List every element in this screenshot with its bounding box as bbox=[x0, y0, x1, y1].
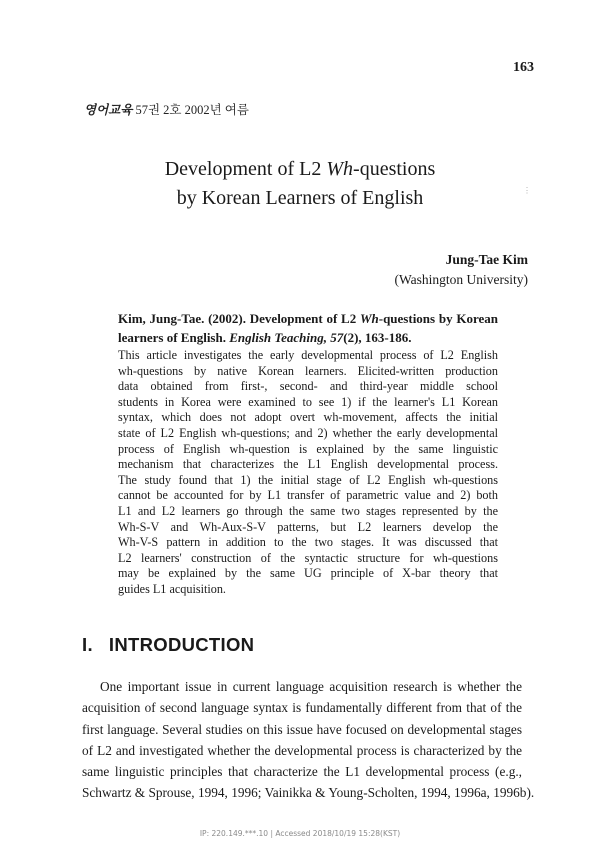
abstract-line: wh-questions by native Korean learners. Elicited-written production bbox=[118, 363, 498, 378]
section-number: I. bbox=[82, 634, 93, 655]
journal-issue: 57권 2호 2002년 여름 bbox=[135, 103, 249, 117]
journal-name: 영어교육 bbox=[84, 103, 133, 117]
abstract-line: cannot be accounted for by L1 transfer of parametric value and 2) both bbox=[118, 488, 498, 503]
scan-speck: ⋮ bbox=[523, 186, 531, 195]
title-text: -questions bbox=[353, 158, 436, 180]
citation-text: -questions by Korean learners of English. bbox=[118, 311, 498, 345]
author-affiliation: (Washington University) bbox=[394, 272, 528, 287]
abstract-line: process of English wh-question is explained by the same linguistic bbox=[118, 441, 498, 456]
body-line: same linguistic principles that characterize the L1 developmental process (e.g., bbox=[82, 764, 522, 780]
body-line: One important issue in current language acquisition research is whether the bbox=[100, 679, 522, 694]
title-text: Development of L2 bbox=[164, 158, 327, 180]
citation-journal: English Teaching, 57 bbox=[229, 329, 344, 345]
abstract-line: L2 learners' construction of the syntactic structure for wh-questions bbox=[118, 550, 498, 565]
section-title: INTRODUCTION bbox=[108, 634, 255, 655]
abstract-line: syntax, which does not adopt overt wh-movement, affects the initial bbox=[118, 410, 498, 425]
body-line: first language. Several studies on this issue have focused on developmental stages bbox=[82, 721, 522, 737]
abstract-line: The study found that 1) the initial stage of L2 English wh-questions bbox=[118, 472, 498, 487]
section-heading bbox=[82, 634, 254, 656]
abstract-line: may be explained by the same UG principle of X-bar theory that bbox=[118, 566, 498, 581]
abstract-line: mechanism that characterizes the L1 English developmental process. bbox=[118, 457, 498, 472]
abstract bbox=[118, 348, 498, 598]
body-paragraph bbox=[82, 676, 535, 804]
body-line: acquisition of second language syntax is fundamentally different from that of the bbox=[82, 700, 522, 716]
body-line: Schwartz & Sprouse, 1994, 1996; Vainikka & Young-Scholten, 1994, 1996a, 1996b). bbox=[82, 785, 535, 801]
paper-title bbox=[0, 155, 600, 213]
title-italic-wh: Wh bbox=[326, 158, 354, 180]
abstract-line: data obtained from first-, second- and third-year middle school bbox=[118, 379, 498, 394]
page-number: 163 bbox=[513, 60, 534, 75]
body-line: of L2 and investigated whether the developmental process is characterized by the bbox=[82, 742, 522, 758]
abstract-line: guides L1 acquisition. bbox=[118, 581, 226, 596]
citation-text: (2), 163-186. bbox=[343, 329, 412, 345]
abstract-line: L1 and L2 learners go through the same two stages represented by the bbox=[118, 503, 498, 518]
author-name: Jung-Tae Kim bbox=[445, 252, 528, 267]
author-block bbox=[394, 250, 528, 290]
abstract-line: Wh-S-V and Wh-Aux-S-V patterns, but L2 learners develop the bbox=[118, 519, 498, 534]
citation-italic-wh: Wh bbox=[359, 311, 379, 326]
title-line-1 bbox=[0, 155, 600, 184]
access-footer: IP: 220.149.***.10 | Accessed 2018/10/19 15:28(KST) bbox=[199, 829, 401, 838]
title-line-2: by Korean Learners of English bbox=[176, 187, 424, 209]
abstract-line: Wh-V-S pattern in addition to the two stages. It was discussed that bbox=[118, 535, 498, 550]
journal-header bbox=[84, 100, 249, 118]
abstract-line: This article investigates the early developmental process of L2 English bbox=[118, 348, 498, 362]
citation-text: Kim, Jung-Tae. (2002). Development of L2 bbox=[118, 311, 360, 326]
abstract-line: students in Korea were examined to see 1) if the learner's L1 Korean bbox=[118, 394, 498, 409]
citation bbox=[118, 310, 498, 347]
abstract-line: state of L2 English wh-questions; and 2) whether the early developmental bbox=[118, 425, 498, 440]
